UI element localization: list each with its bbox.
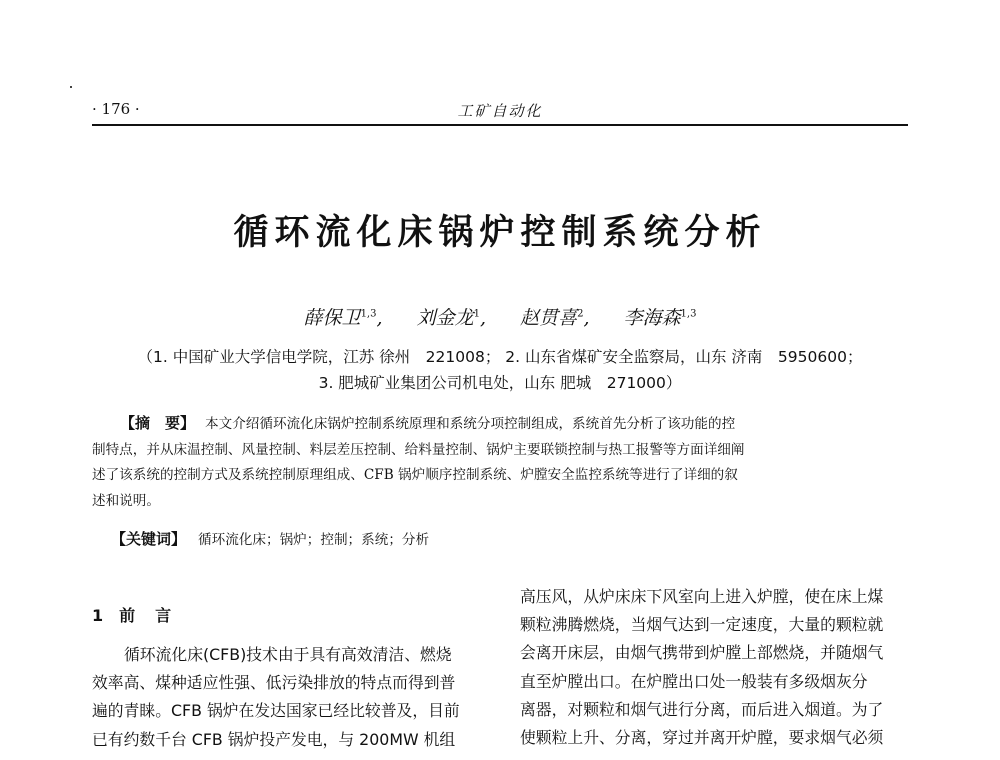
affiliation-line-2: 3. 肥城矿业集团公司机电处，山东 肥城 271000） <box>318 374 682 392</box>
scan-dot <box>70 86 72 88</box>
body-line: 遍的青睐。CFB 锅炉在发达国家已经比较普及，目前 <box>92 701 460 721</box>
body-line: 直至炉膛出口。在炉膛出口处一般装有多级烟灰分 <box>520 671 868 691</box>
section-heading <box>92 603 173 626</box>
author-list <box>92 303 908 330</box>
body-line: 离器，对颗粒和烟气进行分离，而后进入烟道。为了 <box>520 699 884 719</box>
keywords-text: 循环流化床；锅炉；控制；系统；分析 <box>198 532 430 548</box>
keywords-label: 【关键词】 <box>111 530 187 548</box>
author: 刘金龙$^1$, <box>416 307 486 329</box>
page-number: · 176 · <box>92 100 140 118</box>
body-line: 效率高、煤种适应性强、低污染排放的特点而得到普 <box>92 673 456 693</box>
left-column-paragraph <box>92 641 490 754</box>
body-line: 颗粒沸腾燃烧，当烟气达到一定速度，大量的颗粒就 <box>520 615 884 635</box>
body-line: 高压风，从炉床床下风室向上进入炉膛，使在床上煤 <box>520 587 884 606</box>
author: 李海森$^{1,3}$ <box>623 307 697 329</box>
paper-title: 循环流化床锅炉控制系统分析 <box>233 212 767 253</box>
header-rule <box>92 124 908 126</box>
abstract-line: 【摘 要】 本文介绍循环流化床锅炉控制系统原理和系统分项控制组成，系统首先分析了该功能的控 <box>120 414 736 432</box>
running-header <box>92 100 908 122</box>
affiliation-line-1: （1. 中国矿业大学信电学院，江苏 徐州 221008； 2. 山东省煤矿安全监察局，山东 济南 5950600； <box>137 348 863 366</box>
abstract-line: 述和说明。 <box>92 492 160 509</box>
right-column-paragraph <box>520 583 910 752</box>
keywords <box>111 528 429 549</box>
abstract <box>92 411 908 514</box>
abstract-line: 述了该系统的控制方式及系统控制原理组成、CFB 锅炉顺序控制系统、炉膛安全监控系统等进行了详细的叙 <box>92 467 738 483</box>
section-number: 1 <box>92 606 106 625</box>
body-line: 已有约数千台 CFB 锅炉投产发电，与 200MW 机组 <box>92 729 456 749</box>
author: 赵贯喜$^2$, <box>520 307 590 329</box>
body-line: 使颗粒上升、分离，穿过并离开炉膛，要求烟气必须 <box>520 728 884 748</box>
body-line: 循环流化床(CFB)技术由于具有高效清洁、燃烧 <box>124 645 452 664</box>
author: 薛保卫$^{1,3}$, <box>303 307 383 329</box>
body-line: 会离开床层，由烟气携带到炉膛上部燃烧，并随烟气 <box>520 643 884 663</box>
abstract-label: 【摘 要】 <box>120 414 196 432</box>
section-title: 前 言 <box>119 606 174 625</box>
journal-name: 工矿自动化 <box>457 102 543 120</box>
abstract-line: 制特点，并从床温控制、风量控制、料层差压控制、给料量控制、锅炉主要联锁控制与热工报警等方面详细阐 <box>92 441 745 458</box>
